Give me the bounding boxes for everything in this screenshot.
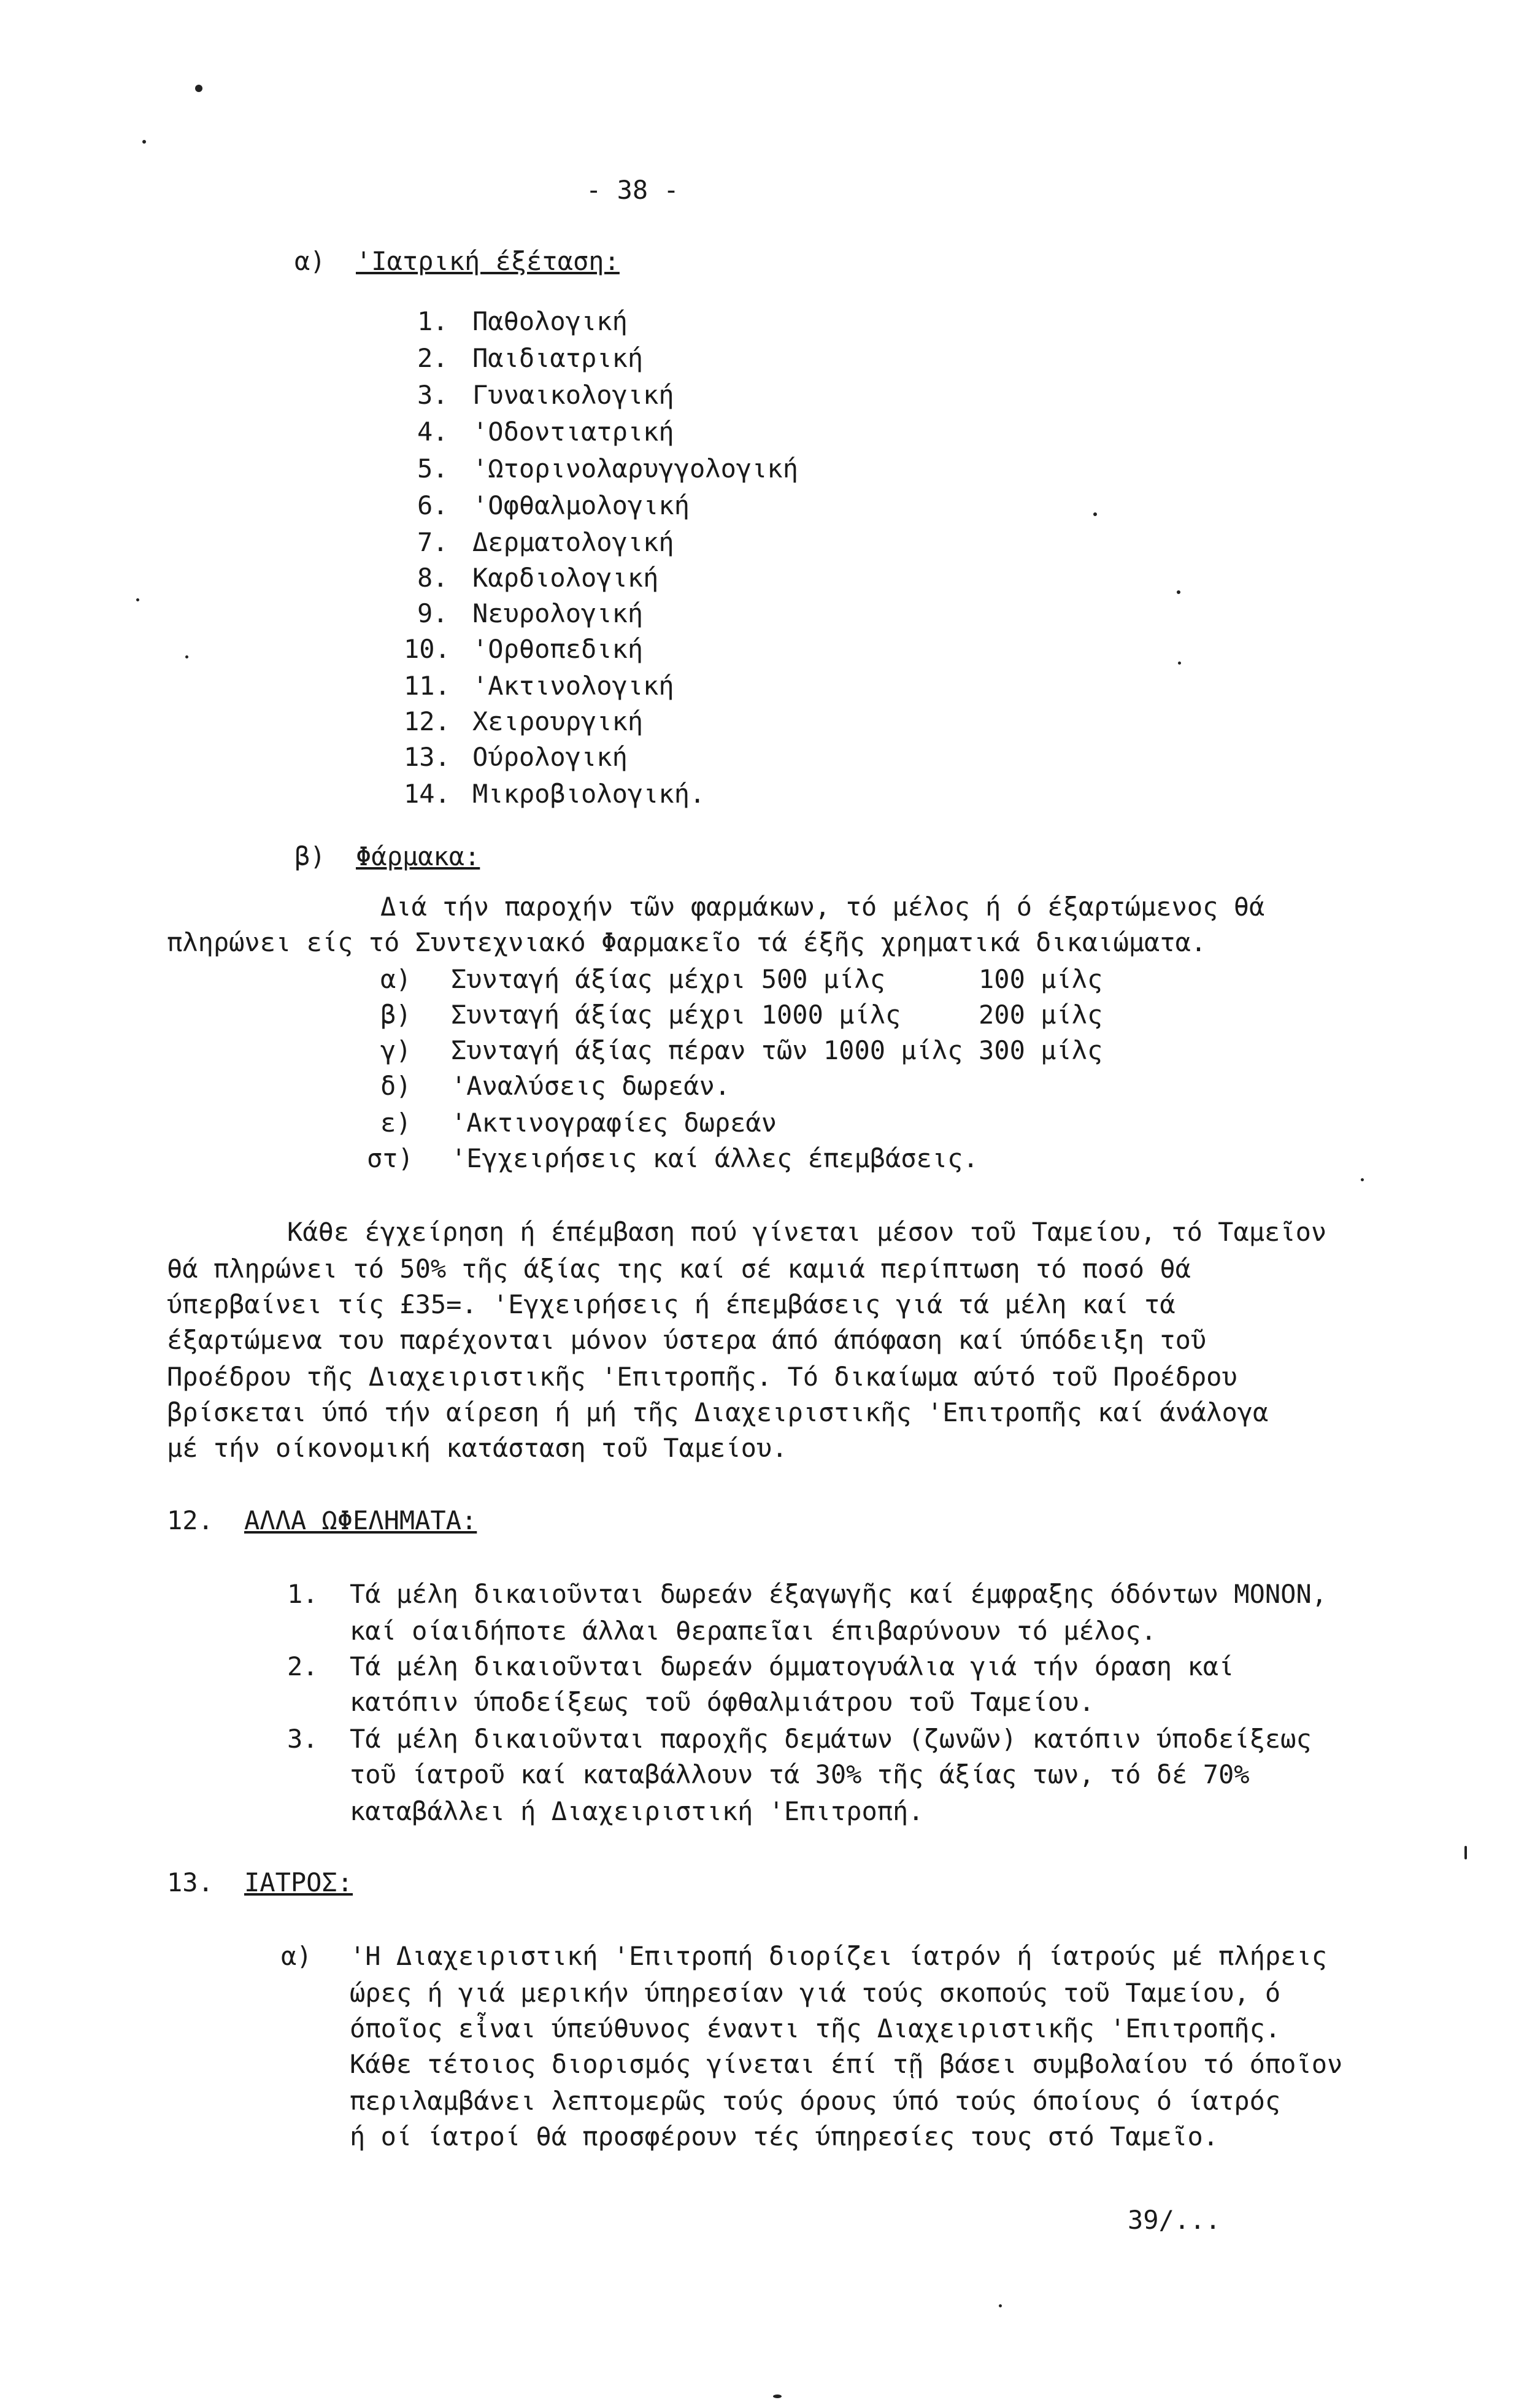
scan-speck	[136, 598, 139, 601]
benefit-line: Τά μέλη δικαιοῦνται δωρεάν όμματογυάλια γιά τήν όραση καί	[350, 1651, 1234, 1681]
pharma-item-label: α)	[380, 964, 412, 994]
scan-speck	[999, 2304, 1002, 2307]
exam-number: 2.	[417, 343, 448, 373]
exam-number: 11.	[404, 671, 450, 701]
pharma-item-text: 'Εγχειρήσεις καί άλλες έπεμβάσεις.	[451, 1143, 979, 1173]
exam-item: 'Οδοντιατρική	[472, 417, 674, 447]
pharma-item-text: Συνταγή άξίας πέραν τῶν 1000 μίλς	[451, 1035, 963, 1065]
benefit-line: Τά μέλη δικαιοῦνται δωρεάν έξαγωγῆς καί έμφραξης όδόντων ΜΟΝΟΝ,	[350, 1579, 1328, 1609]
section-b-label: β)	[294, 841, 326, 871]
exam-item: 'Ακτινολογική	[472, 671, 674, 701]
exam-number: 1.	[417, 306, 448, 336]
scan-speck	[1177, 590, 1180, 594]
exam-number: 9.	[417, 598, 448, 628]
exam-number: 3.	[417, 380, 448, 410]
exam-item: Παιδιατρική	[472, 343, 644, 373]
benefit-number: 2.	[287, 1651, 318, 1681]
scan-speck	[1178, 662, 1181, 665]
benefit-number: 1.	[287, 1579, 318, 1609]
benefit-line: καταβάλλει ή Διαχειριστική 'Επιτροπή.	[350, 1796, 924, 1826]
surgery-paragraph-line: ύπερβαίνει τίς £35=. 'Εγχειρήσεις ή έπεμβάσεις γιά τά μέλη καί τά	[167, 1289, 1175, 1319]
benefit-line: καί οίαιδήποτε άλλαι θεραπεῖαι έπιβαρύνουν τό μέλος.	[350, 1616, 1156, 1646]
doctor-paragraph-line: ή οί ίατροί θά προσφέρουν τές ύπηρεσίες τους στό Ταμεῖο.	[350, 2121, 1219, 2151]
section-13-title: ΙΑΤΡΟΣ:	[244, 1867, 353, 1897]
surgery-paragraph-line: έξαρτώμενα του παρέχονται μόνον ύστερα άπό άπόφαση καί ύπόδειξη τοῦ	[167, 1325, 1207, 1355]
benefit-line: κατόπιν ύποδείξεως τοῦ όφθαλμιάτρου τοῦ Ταμείου.	[350, 1687, 1095, 1717]
doctor-paragraph-line: 'Η Διαχειριστική 'Επιτροπή διορίζει ίατρόν ή ίατρούς μέ πλήρεις	[350, 1941, 1328, 1971]
scan-speck	[185, 655, 188, 658]
pharma-item-text: 'Ακτινογραφίες δωρεάν	[451, 1108, 777, 1138]
pharma-item-label: δ)	[380, 1071, 412, 1101]
exam-number: 14.	[404, 779, 450, 809]
exam-item: Χειρουργική	[472, 706, 644, 736]
section-12-title: ΑΛΛΑ ΩΦΕΛΗΜΑΤΑ:	[244, 1505, 477, 1535]
exam-item: 'Ορθοπεδική	[472, 634, 644, 664]
exam-number: 12.	[404, 706, 450, 736]
section-b-title: Φάρμακα:	[356, 841, 480, 871]
pharma-item-text: 'Αναλύσεις δωρεάν.	[451, 1071, 731, 1101]
pharma-item-label: γ)	[380, 1035, 412, 1065]
pharma-item-fee: 300 μίλς	[979, 1035, 1103, 1065]
exam-item: Δερματολογική	[472, 527, 674, 557]
exam-item: Νευρολογική	[472, 598, 644, 628]
exam-number: 6.	[417, 490, 448, 520]
pharma-item-label: ε)	[380, 1108, 412, 1138]
pharma-intro-line: πληρώνει είς τό Συντεχνιακό Φαρμακεῖο τά έξῆς χρηματικά δικαιώματα.	[167, 927, 1207, 957]
scan-speck	[142, 140, 146, 144]
exam-item: Παθολογική	[472, 306, 628, 336]
surgery-paragraph-line: μέ τήν οίκονομική κατάσταση τοῦ Ταμείου.	[167, 1433, 788, 1463]
section-13-number: 13.	[167, 1867, 214, 1897]
surgery-paragraph-line: θά πληρώνει τό 50% τῆς άξίας της καί σέ καμιά περίπτωση τό ποσό θά	[167, 1254, 1191, 1284]
section-12-number: 12.	[167, 1505, 214, 1535]
benefit-number: 3.	[287, 1724, 318, 1754]
scan-speck	[773, 2394, 782, 2398]
benefit-line: τοῦ ίατροῦ καί καταβάλλουν τά 30% τῆς άξίας των, τό δέ 70%	[350, 1759, 1250, 1789]
section-a-title: 'Ιατρική έξέταση:	[356, 246, 620, 276]
doctor-paragraph-line: Κάθε τέτοιος διορισμός γίνεται έπί τῇ βάσει συμβολαίου τό όποῖον	[350, 2049, 1343, 2079]
exam-number: 13.	[404, 742, 450, 772]
exam-number: 10.	[404, 634, 450, 664]
doctor-item-label: α)	[281, 1941, 312, 1971]
pharma-intro-line: Διά τήν παροχήν τῶν φαρμάκων, τό μέλος ή ό έξαρτώμενος θά	[380, 892, 1265, 922]
surgery-paragraph-line: Κάθε έγχείρηση ή έπέμβαση πού γίνεται μέσον τοῦ Ταμείου, τό Ταμεῖον	[287, 1217, 1327, 1247]
doctor-paragraph-line: περιλαμβάνει λεπτομερῶς τούς όρους ύπό τούς όποίους ό ίατρός	[350, 2086, 1281, 2116]
scan-speck	[1361, 1178, 1364, 1181]
page-number: - 38 -	[586, 175, 679, 205]
pharma-item-label: στ)	[367, 1143, 414, 1173]
pharma-item-label: β)	[380, 1000, 412, 1030]
exam-item: 'Οφθαλμολογική	[472, 490, 690, 520]
scan-speck	[195, 85, 202, 92]
surgery-paragraph-line: βρίσκεται ύπό τήν αίρεση ή μή τῆς Διαχειριστικῆς 'Επιτροπῆς καί άνάλογα	[167, 1397, 1269, 1427]
pharma-item-text: Συνταγή άξίας μέχρι 500 μίλς	[451, 964, 886, 994]
exam-item: Καρδιολογική	[472, 563, 659, 593]
exam-item: 'Ωτορινολαρυγγολογική	[472, 453, 799, 484]
exam-number: 8.	[417, 563, 448, 593]
pharma-item-text: Συνταγή άξίας μέχρι 1000 μίλς	[451, 1000, 901, 1030]
exam-number: 5.	[417, 453, 448, 484]
exam-number: 4.	[417, 417, 448, 447]
surgery-paragraph-line: Προέδρου τῆς Διαχειριστικῆς 'Επιτροπῆς. Τό δικαίωμα αύτό τοῦ Προέδρου	[167, 1362, 1237, 1392]
pharma-item-fee: 200 μίλς	[979, 1000, 1103, 1030]
exam-item: Μικροβιολογική.	[472, 779, 706, 809]
exam-number: 7.	[417, 527, 448, 557]
exam-item: Γυναικολογική	[472, 380, 674, 410]
continuation-marker: 39/...	[1128, 2205, 1221, 2235]
benefit-line: Τά μέλη δικαιοῦνται παροχῆς δεμάτων (ζωνῶν) κατόπιν ύποδείξεως	[350, 1724, 1312, 1754]
scan-speck	[1464, 1846, 1467, 1859]
doctor-paragraph-line: όποῖος εἶναι ύπεύθυνος έναντι τῆς Διαχειριστικῆς 'Επιτροπῆς.	[350, 2013, 1281, 2043]
section-a-label: α)	[294, 246, 326, 276]
pharma-item-fee: 100 μίλς	[979, 964, 1103, 994]
scan-speck	[1093, 512, 1097, 516]
exam-item: Ούρολογική	[472, 742, 628, 772]
doctor-paragraph-line: ώρες ή γιά μερικήν ύπηρεσίαν γιά τούς σκοπούς τοῦ Ταμείου, ό	[350, 1978, 1281, 2008]
